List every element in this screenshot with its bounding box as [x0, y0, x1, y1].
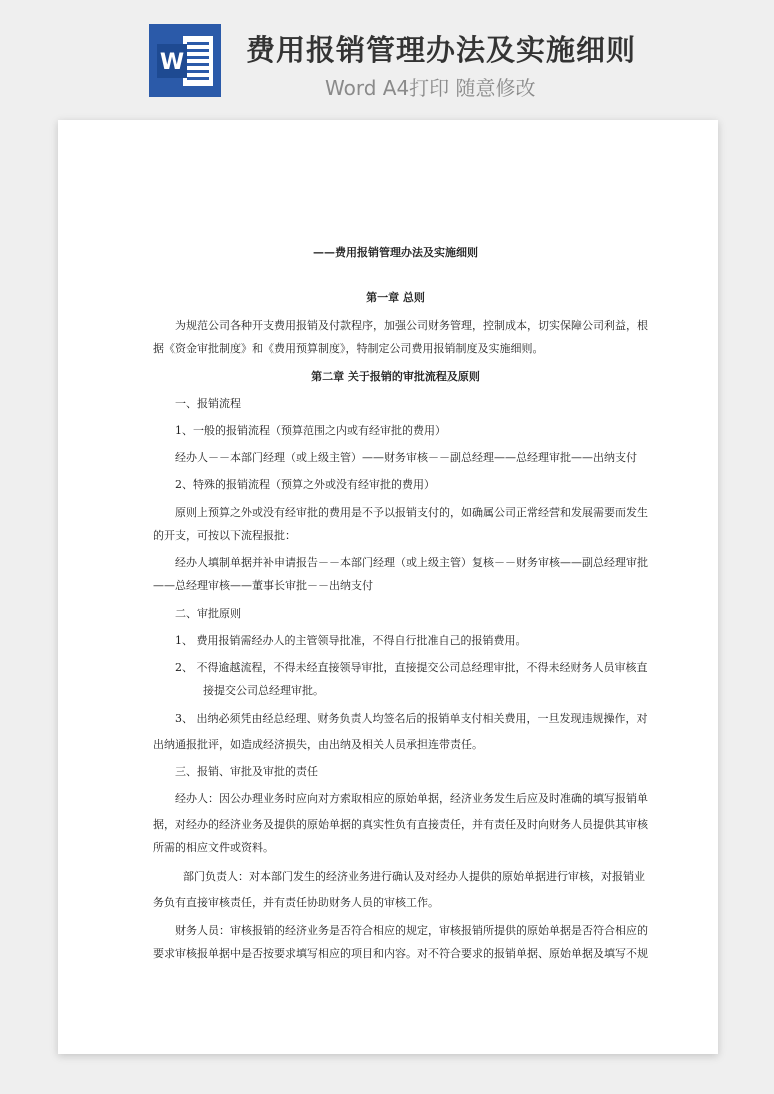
handler-line-1: 经办人：因公办理业务时应向对方索取相应的原始单据，经济业务发生后应及时准确的填写报销单 — [175, 792, 648, 805]
doc-heading: ——费用报销管理办法及实施细则 — [313, 246, 478, 259]
handler-line-2: 据，对经办的经济业务及提供的原始单据的真实性负有直接责任，并有责任及时向财务人员提供其审核 — [153, 818, 648, 831]
section-1-2-para-line-2: 的开支，可按以下流程报批： — [153, 529, 296, 542]
chapter-2-title: 第二章 关于报销的审批流程及原则 — [311, 370, 480, 383]
section-1-2-para-line-1: 原则上预算之外或没有经审批的费用是不予以报销支付的，如确属公司正常经营和发展需要而发生 — [175, 506, 648, 519]
section-1-2-flow-line-2: ——总经理审核——董事长审批－－出纳支付 — [153, 579, 373, 592]
section-1-title: 一、报销流程 — [175, 397, 241, 410]
section-2-title: 二、审批原则 — [175, 607, 241, 620]
rule-1: 1、 费用报销需经办人的主管领导批准，不得自行批准自己的报销费用。 — [175, 634, 527, 647]
section-1-2-flow-line-1: 经办人填制单据并补申请报告－－本部门经理（或上级主管）复核－－财务审核——副总经理审批 — [175, 556, 648, 569]
dept-head-line-2: 务负有直接审核责任，并有责任协助财务人员的审核工作。 — [153, 896, 439, 909]
dept-head-line-1: 部门负责人：对本部门发生的经济业务进行确认及对经办人提供的原始单据进行审核，对报销业 — [183, 870, 645, 883]
rule-3-line-1: 3、 出纳必须凭由经总经理、财务负责人均签名后的报销单支付相关费用，一旦发现违规操作，对 — [175, 712, 648, 725]
word-document-icon — [149, 24, 221, 97]
handler-line-3: 所需的相应文件或资料。 — [153, 841, 274, 854]
section-1-2: 2、特殊的报销流程（预算之外或没有经审批的费用） — [175, 478, 435, 491]
document-page — [58, 120, 718, 1054]
finance-line-2: 要求审核报单据中是否按要求填写相应的项目和内容。对不符合要求的报销单据、原始单据及填写不规 — [153, 947, 648, 960]
svg-text:W: W — [159, 50, 185, 75]
section-3-title: 三、报销、审批及审批的责任 — [175, 765, 318, 778]
paragraph-1-line-1: 为规范公司各种开支费用报销及付款程序，加强公司财务管理，控制成本，切实保障公司利益，根 — [175, 319, 648, 332]
page-header — [0, 0, 774, 118]
rule-3-line-2: 出纳通报批评，如造成经济损失，由出纳及相关人员承担连带责任。 — [153, 738, 483, 751]
chapter-1-title: 第一章 总则 — [366, 291, 425, 304]
paragraph-1-line-2: 据《资金审批制度》和《费用预算制度》，特制定公司费用报销制度及实施细则。 — [153, 342, 544, 355]
document-subtitle: Word A4打印 随意修改 — [325, 76, 536, 100]
section-1-1-flow: 经办人－－本部门经理（或上级主管）——财务审核－－副总经理——总经理审批——出纳支付 — [175, 451, 637, 464]
rule-2-line-2: 接提交公司总经理审批。 — [203, 684, 324, 697]
rule-2-line-1: 2、 不得逾越流程，不得未经直接领导审批，直接提交公司总经理审批，不得未经财务人员审核直 — [175, 661, 648, 674]
document-title: 费用报销管理办法及实施细则 — [246, 33, 637, 67]
section-1-1: 1、一般的报销流程（预算范围之内或有经审批的费用） — [175, 424, 446, 437]
finance-line-1: 财务人员：审核报销的经济业务是否符合相应的规定，审核报销所提供的原始单据是否符合相应的 — [175, 924, 648, 937]
